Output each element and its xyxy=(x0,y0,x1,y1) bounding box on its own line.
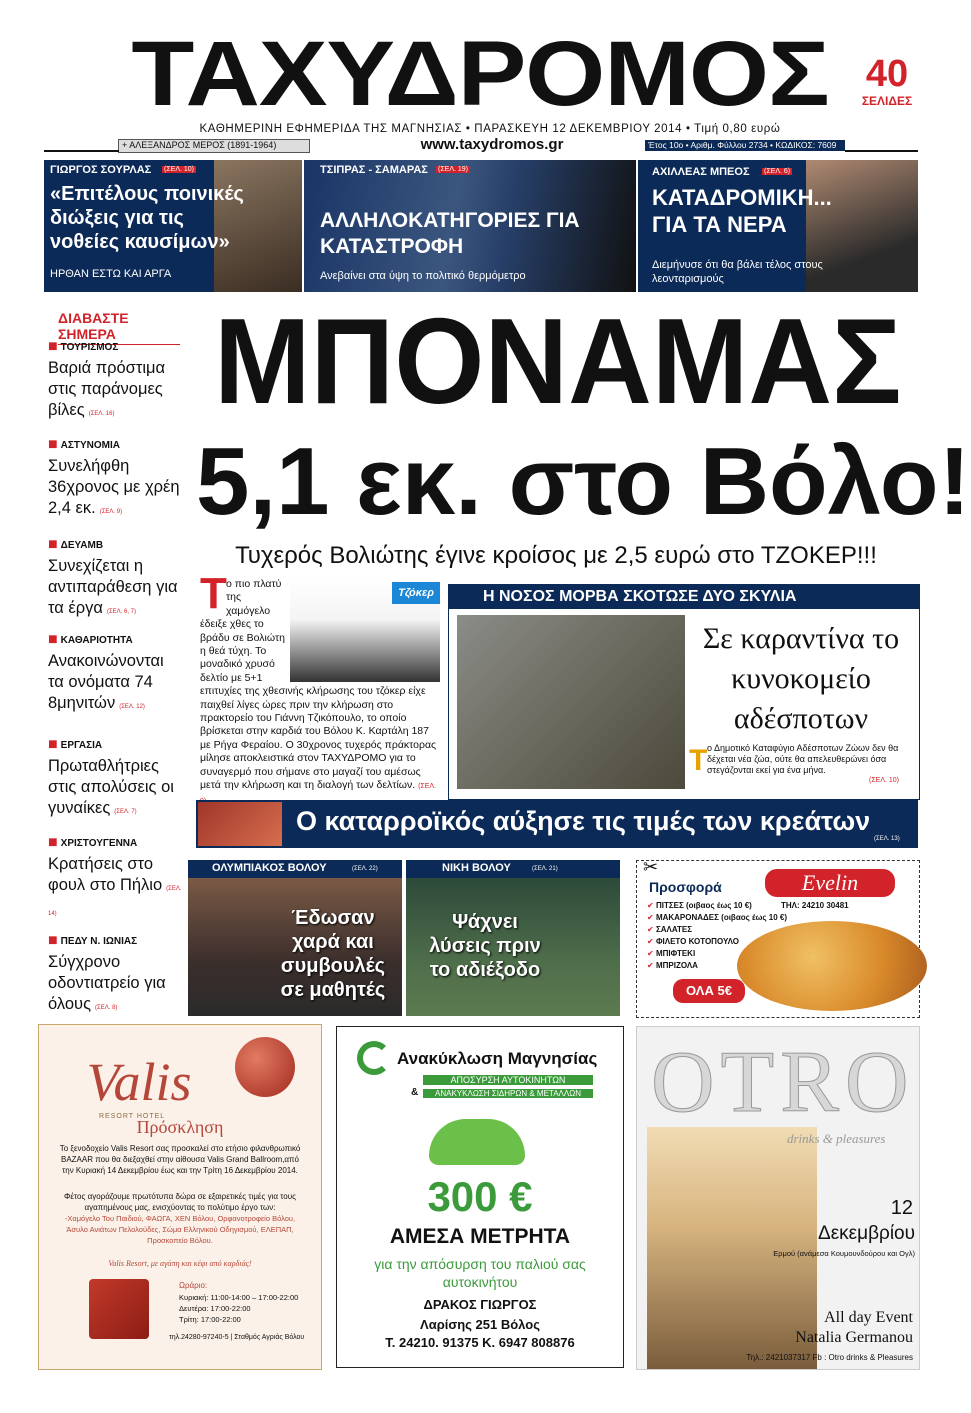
scissors-icon: ✂ xyxy=(643,857,659,877)
valis-contact: τηλ.24280-97240-5 | Σταθμός Αγριάς Βόλου xyxy=(169,1334,305,1341)
sports-headline: Ψάχνει λύσεις πριν το αδιέξοδο xyxy=(429,911,541,981)
sidebar-title: ΔΙΑΒΑΣΤΕ ΣΗΜΕΡΑ xyxy=(58,310,180,345)
evelin-menu-label: ΠΙΤΣΕΣ (οιβαος έως 10 €) xyxy=(655,901,752,910)
check-icon: ✔ xyxy=(647,901,656,910)
valis-subbrand: RESORT HOTEL xyxy=(99,1113,166,1120)
recycle-icon xyxy=(357,1041,391,1075)
ornament-icon xyxy=(235,1037,295,1097)
valis-hours-row: Τρίτη: 17:00-22:00 xyxy=(179,1315,241,1324)
dog-kicker: Η ΝΟΣΟΣ ΜΟΡΒΑ ΣΚΟΤΩΣΕ ΔΥΟ ΣΚΥΛΙΑ xyxy=(483,588,797,605)
gift-icon xyxy=(89,1279,149,1339)
sidebar-item-page: (ΣΕΛ. 8) xyxy=(95,1005,118,1011)
main-dropcap: Τ xyxy=(200,569,227,618)
meat-photo xyxy=(198,802,282,846)
recycle-line1: ΑΠΟΣΥΡΣΗ ΑΥΤΟΚΙΝΗΤΩΝ xyxy=(423,1075,593,1085)
evelin-price: ΟΛΑ 5€ xyxy=(673,979,745,1003)
top-story-headline: ΚΑΤΑΔΡΟΜΙΚΗ... ΓΙΑ ΤΑ ΝΕΡΑ xyxy=(652,185,832,237)
valis-slogan: Valis Resort, με αγάπη και κέφι από καρδιάς! xyxy=(108,1259,252,1268)
otro-brand: OTRO xyxy=(651,1034,915,1131)
valis-text1: Το ξενοδοχείο Valis Resort σας προσκαλεί στο ετήσιο φιλανθρωπικό BAZAAR που θα διεξαχθεί στην αίθουσα Valis Grand Ballroom,από την Κυριακή 14 Δεκεμβρίου έως και την Τρίτη 16 Δεκεμβρίου 2014. xyxy=(59,1144,301,1175)
top-story-2[interactable] xyxy=(304,160,636,292)
pages-count: 40 xyxy=(865,53,909,95)
recycle-phones: Τ. 24210. 91375 Κ. 6947 808876 xyxy=(385,1335,575,1350)
bullet-icon: ■ xyxy=(48,536,58,553)
valis-brand: Valis xyxy=(86,1052,192,1112)
evelin-brand: Evelin xyxy=(765,869,895,897)
top-story-sub: ΗΡΘΑΝ ΕΣΤΩ ΚΑΙ ΑΡΓΑ xyxy=(50,268,172,280)
masthead xyxy=(0,0,960,160)
valis-text2: Φέτος αγοράζουμε πρωτότυπα δώρα σε εξαιρετικές τιμές για τους αγαπημένους μας, ενισχύοντας το πολύτιμο έργο των: xyxy=(64,1192,296,1212)
valis-title: Πρόσκληση xyxy=(136,1117,224,1137)
sidebar-item-page: (ΣΕΛ. 9) xyxy=(99,509,123,515)
evelin-menu-label: ΜΑΚΑΡΟΝΑΔΕΣ (οιβαος έως 10 €) xyxy=(655,913,787,922)
evelin-phone: ΤΗΛ: 24210 30481 xyxy=(781,901,849,910)
check-icon: ✔ xyxy=(647,949,656,958)
sidebar-item[interactable] xyxy=(48,436,182,530)
otro-event: All day Event xyxy=(824,1309,913,1326)
evelin-menu-item xyxy=(647,961,698,970)
evelin-menu-label: ΜΠΡΙΖΟΛΑ xyxy=(655,961,698,970)
issue-info: Έτος 10ο • Αριθμ. Φύλλου 2734 • ΚΩΔΙΚΟΣ: 7609 xyxy=(648,140,837,150)
sidebar-item-text: Βαριά πρόστιμα στις παράνομες βίλες xyxy=(48,359,166,419)
otro-contact: Τηλ.: 2421037317 Fb : Otro drinks & Pleasures xyxy=(746,1353,913,1362)
check-icon: ✔ xyxy=(647,937,656,946)
otro-host: Natalia Germanou xyxy=(795,1329,913,1346)
dog-page: (ΣΕΛ. 10) xyxy=(869,777,900,784)
check-icon: ✔ xyxy=(647,913,656,922)
recycle-amount: 300 € xyxy=(427,1173,533,1220)
top-story-page: (ΣΕΛ. 6) xyxy=(764,168,791,175)
sidebar-item[interactable] xyxy=(48,536,182,630)
bullet-icon: ■ xyxy=(48,736,58,753)
top-story-kicker: ΑΧΙΛΛΕΑΣ ΜΠΕΟΣ xyxy=(652,166,750,178)
valis-hours-title: Ωράριο: xyxy=(179,1281,208,1290)
recycle-line2: ΑΝΑΚΥΚΛΩΣΗ ΣΙΔΗΡΩΝ & ΜΕΤΑΛΛΩΝ xyxy=(423,1089,593,1098)
sports-kicker: ΟΛΥΜΠΙΑΚΟΣ ΒΟΛΟΥ xyxy=(212,862,327,874)
evelin-menu-item xyxy=(647,949,695,958)
top-story-headline: «Επιτέλους ποινικές διώξεις για τις νοθείες καυσίμων» xyxy=(50,183,244,253)
sidebar-item-page: (ΣΕΛ. 14) xyxy=(48,886,182,917)
evelin-menu-label: ΦΙΛΕΤΟ ΚΟΤΟΠΟΥΛΟ xyxy=(655,937,739,946)
sports-1[interactable] xyxy=(188,860,402,1016)
bullet-icon: ■ xyxy=(48,338,58,355)
otro-address: Ερμού (ανάμεσα Κουμουνδούρου και Ογλ) xyxy=(773,1249,915,1258)
sports-page: (ΣΕΛ. 21) xyxy=(532,866,558,872)
evelin-menu-item xyxy=(647,925,692,934)
ad-otro[interactable] xyxy=(636,1026,920,1370)
meat-headline: Ο καταρροϊκός αύξησε τις τιμές των κρεάτων xyxy=(296,806,871,836)
sidebar-item-page: (ΣΕΛ. 6, 7) xyxy=(106,609,137,615)
bullet-icon: ■ xyxy=(48,436,58,453)
top-story-3[interactable] xyxy=(638,160,918,292)
evelin-menu-item xyxy=(647,901,752,910)
main-page: (ΣΕΛ. xyxy=(418,783,437,791)
dog-body: ο Δημοτικό Καταφύγιο Αδέσποτων Ζώων δεν θα δέχεται νέα ζώα, ούτε θα απελευθερώνει όσα στεγάζονται εκεί για ένα μήνα. xyxy=(707,743,899,775)
masthead-subtitle: ΚΑΘΗΜΕΡΙΝΗ ΕΦΗΜΕΡΙΔΑ ΤΗΣ ΜΑΓΝΗΣΙΑΣ • ΠΑΡΑΣΚΕΥΗ 12 ΔΕΚΕΜΒΡΙΟΥ 2014 • Τιμή 0,80 ευρώ xyxy=(199,123,781,135)
sidebar-item-page: (ΣΕΛ. 12) xyxy=(119,704,145,710)
evelin-menu-label: ΣΑΛΑΤΕΣ xyxy=(655,925,692,934)
main-subheadline: 5,1 εκ. στο Βόλο! xyxy=(196,428,971,535)
top-story-page: (ΣΕΛ. 19) xyxy=(438,166,469,173)
sidebar-item-category: ΕΡΓΑΣΙΑ xyxy=(60,739,103,751)
lottery-logo: Τζόκερ xyxy=(392,582,440,604)
valis-hours-row: Δευτέρα: 17:00-22:00 xyxy=(179,1304,251,1313)
check-icon: ✔ xyxy=(647,925,656,934)
recycle-address: Λαρίσης 251 Βόλος xyxy=(420,1317,540,1332)
sidebar-item-text: Συνελήφθη 36χρονος με χρέη 2,4 εκ. xyxy=(48,457,180,517)
ad-recycle[interactable] xyxy=(336,1026,624,1368)
otro-day: 12 xyxy=(890,1197,913,1219)
top-story-kicker: ΤΣΙΠΡΑΣ - ΣΑΜΑΡΑΣ xyxy=(320,164,428,176)
website[interactable]: www.taxydromos.gr xyxy=(420,136,564,153)
sidebar-item-category: ΚΑΘΑΡΙΟΤΗΤΑ xyxy=(60,634,133,646)
main-deck: Τυχερός Βολιώτης έγινε κροίσος με 2,5 ευρώ στο ΤΖΟΚΕΡ!!! xyxy=(235,542,877,569)
valis-orgs: -Χαμόγελο Του Παιδιού, ΦΑΩΓΑ, ΧΕΝ Βόλου, Ορφανοτροφείο Βόλου, Άσυλο Ανιάτων Πελολούδες, Σώμα Ελληνικού Οδηγισμού, ΕΛΕΠΑΠ, Προσκοπείο Βόλου. xyxy=(64,1214,296,1245)
top-story-sub: Διεμήνυσε ότι θα βάλει τέλος στους λεονταρισμούς xyxy=(652,259,823,285)
bullet-icon: ■ xyxy=(48,834,58,851)
top-story-page: (ΣΕΛ. 10) xyxy=(164,166,195,173)
sidebar-item-text: Ανακοινώνονται τα ονόματα 74 8μηνιτών xyxy=(48,652,164,712)
car-icon xyxy=(429,1119,525,1165)
sidebar-item-category: ΔΕΥΑΜΒ xyxy=(60,539,104,551)
sidebar-item[interactable] xyxy=(48,834,182,928)
recycle-amp: & xyxy=(411,1087,419,1098)
recycle-owner: ΔΡΑΚΟΣ ΓΙΩΡΓΟΣ xyxy=(423,1297,537,1312)
bullet-icon: ■ xyxy=(48,932,58,949)
main-headline: ΜΠΟΝΑΜΑΣ xyxy=(214,293,902,429)
valis-hours-row: Κυριακή: 11:00-14:00 – 17:00-22:00 xyxy=(179,1293,299,1302)
otro-month: Δεκεμβρίου xyxy=(818,1223,915,1244)
sidebar-item[interactable] xyxy=(48,736,182,830)
pages-label: ΣΕΛΙΔΕΣ xyxy=(861,94,913,108)
recycle-cash: ΑΜΕΣΑ ΜΕΤΡΗΤΑ xyxy=(389,1225,571,1248)
sidebar-item-category: ΑΣΤΥΝΟΜΙΑ xyxy=(60,439,121,451)
sports-headline: Έδωσαν χαρά και συμβουλές σε μαθητές xyxy=(280,907,386,1001)
sidebar-item-category: ΧΡΙΣΤΟΥΓΕΝΝΑ xyxy=(60,837,138,849)
bullet-icon: ■ xyxy=(48,631,58,648)
top-story-1[interactable] xyxy=(44,160,302,292)
sports-kicker-bar xyxy=(406,860,620,878)
sidebar-item[interactable] xyxy=(48,932,182,1026)
lottery-photo xyxy=(290,578,440,682)
sports-kicker: ΝΙΚΗ ΒΟΛΟΥ xyxy=(442,862,511,874)
sidebar-item-page: (ΣΕΛ. 16) xyxy=(88,411,115,417)
main-body xyxy=(200,578,440,798)
evelin-menu-label: ΜΠΙΦΤΕΚΙ xyxy=(655,949,696,958)
meat-banner[interactable] xyxy=(196,800,918,848)
sidebar-item[interactable] xyxy=(48,338,182,432)
sidebar-item-page: (ΣΕΛ. 7) xyxy=(114,809,137,815)
sidebar-item-text: Συνεχίζεται η αντιπαράθεση για τα έργα xyxy=(48,557,178,617)
sidebar-item-category: ΤΟΥΡΙΣΜΟΣ xyxy=(60,341,119,353)
sidebar-item-text: Πρωταθλήτριες στις απολύσεις οι γυναίκες xyxy=(48,757,174,817)
dog-headline: Σε καραντίνα το κυνοκομείο αδέσποτων xyxy=(702,622,900,735)
sidebar-item-text: Σύγχρονο οδοντιατρείο για όλους xyxy=(48,953,166,1013)
rule-right xyxy=(845,150,918,152)
top-story-kicker: ΓΙΩΡΓΟΣ ΣΟΥΡΛΑΣ xyxy=(50,164,152,176)
recycle-for: για την απόσυρση του παλιού σας αυτοκινήτου xyxy=(374,1256,586,1290)
masthead-title: ΤΑΧΥΔΡΟΜΟΣ xyxy=(131,23,829,125)
recycle-title: Ανακύκλωση Μαγνησίας xyxy=(397,1049,598,1068)
sidebar-item-category: ΠΕΔΥ Ν. ΙΩΝΙΑΣ xyxy=(60,935,138,947)
sidebar-item-text: Κρατήσεις στο φουλ στο Πήλιο xyxy=(48,855,163,894)
pizza-photo xyxy=(737,921,927,1011)
rule-left xyxy=(44,150,119,152)
ad-evelin[interactable] xyxy=(636,857,920,1018)
founder: + ΑΛΕΞΑΝΔΡΟΣ ΜΕΡΟΣ (1891-1964) xyxy=(122,140,277,150)
top-story-sub: Ανεβαίνει στα ύψη το πολιτικό θερμόμετρο xyxy=(320,270,526,282)
dog-story[interactable] xyxy=(448,584,920,800)
top-story-headline: ΑΛΛΗΛΟΚΑΤΗΓΟΡΙΕΣ ΓΙΑ ΚΑΤΑΣΤΡΟΦΗ xyxy=(320,209,580,258)
meat-page: (ΣΕΛ. 13) xyxy=(874,836,900,842)
evelin-label: Προσφορά xyxy=(649,879,722,895)
check-icon: ✔ xyxy=(647,961,656,970)
dog-dropcap: Τ xyxy=(689,744,708,777)
dog-photo xyxy=(457,615,685,789)
sports-page: (ΣΕΛ. 22) xyxy=(352,866,378,872)
sidebar-item[interactable] xyxy=(48,631,182,725)
sports-2[interactable] xyxy=(406,860,620,1016)
otro-tagline: drinks & pleasures xyxy=(787,1131,886,1146)
main-body-text: ο πιο πλατύ της χαμόγελο έδειξε χθες το βράδυ σε Βολιώτη η θεά τύχη. Το μοναδικό χρυσό δελτίο με 5+1 επιτυχίες της χθεσινής κλήρωσης του τζόκερ είχε παιχθεί λίγες ώρες πριν την κλήρωση στο πρακτορείο του Γιάννη Τζικόπουλο, το οποίο βρίσκεται στην καρδιά του Βόλου Κ. Καρτάλη 187 με Ρήγα Φεραίου. Ο 30χρονος τυχερός πράκτορας μίλησε αποκλειστικά στον ΤΑΧΥΔΡΟΜΟ για το συναγερμό που σήμανε στο μαγαζί του αμέσως μετά την κλήρωση και τη διαλογή των δελτίων. xyxy=(200,578,437,792)
ad-valis[interactable] xyxy=(38,1024,322,1370)
evelin-menu-item xyxy=(647,913,787,922)
evelin-menu-item xyxy=(647,937,739,946)
